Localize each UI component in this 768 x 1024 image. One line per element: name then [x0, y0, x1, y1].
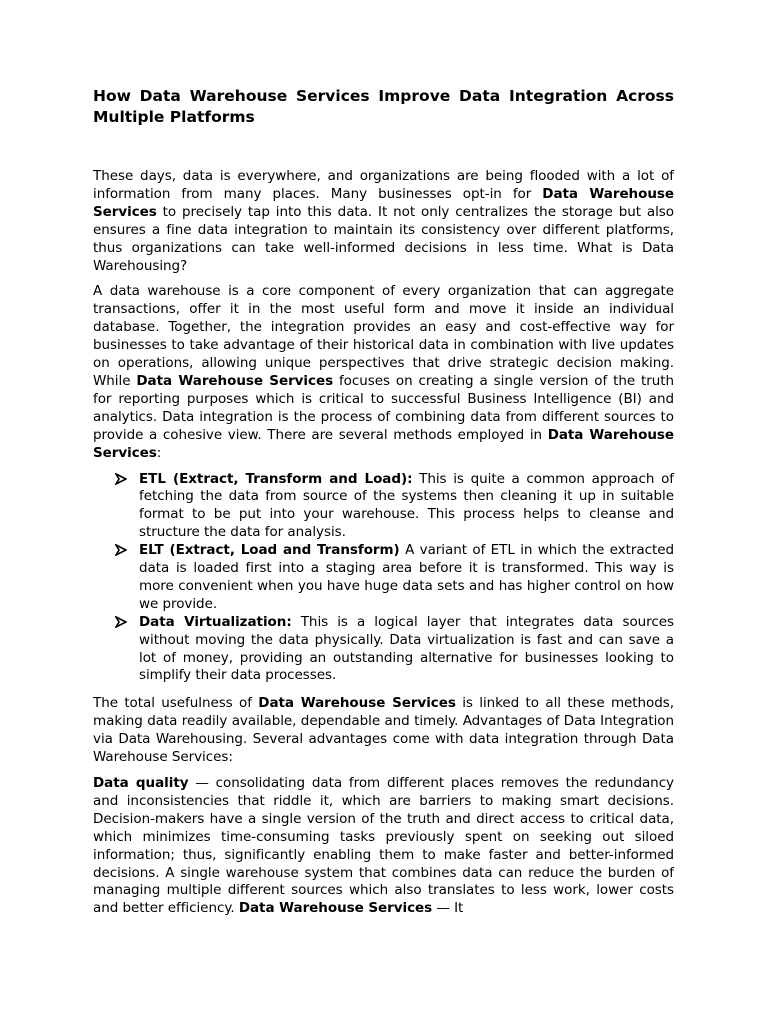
usefulness-paragraph	[93, 695, 674, 767]
paragraph-text: to precisely tap into this data. It not only centralizes the storage but also ensures a fine data integration to maintain its consistency over different platforms, thus organizations can take well-informed decisions in less time. What is Data Warehousing?	[93, 203, 674, 274]
paragraph-text: — It	[432, 900, 464, 917]
methods-list	[93, 471, 674, 686]
paragraph-text: is linked to all these methods, making data readily available, dependable and timely. Advantages of Data Integration via Data Warehousing. Several advantages come with data integration through Data Warehouse Services:	[93, 695, 675, 766]
data-quality-paragraph	[93, 775, 674, 918]
definition-paragraph	[93, 283, 674, 462]
arrowhead-bullet-icon	[115, 616, 127, 628]
bold-keyword: Data Warehouse Services	[93, 185, 674, 220]
paragraph-text: focuses on creating a single version of the truth for reporting purposes which is critical to successful Business Intelligence (BI) and analytics. Data integration is the process of combining data from different sources to provide a cohesive view. There are several methods employed in	[93, 372, 675, 443]
intro-paragraph	[93, 168, 674, 275]
arrowhead-bullet-icon	[115, 473, 127, 485]
bold-keyword: Data quality	[93, 775, 189, 791]
list-item-text: This is a logical layer that integrates data sources without moving the data physically. Data virtualization is fast and can save a lot of money, providing an outstanding alternative for businesses looking to simplify their data processes.	[139, 613, 674, 684]
list-item-text: This is quite a common approach of fetching the data from source of the systems then cleaning it up in suitable format to be put into your warehouse. This process helps to cleanse and structure the data for analysis.	[139, 470, 674, 541]
list-item	[139, 471, 674, 543]
bold-keyword: Data Warehouse Services	[258, 695, 456, 712]
list-item-term: ELT (Extract, Load and Transform)	[139, 542, 400, 559]
paragraph-text: :	[156, 444, 162, 461]
bold-keyword: Data Warehouse Services	[238, 900, 433, 917]
list-item-term: ETL (Extract, Transform and Load):	[139, 470, 413, 487]
bold-keyword: Data Warehouse Services	[136, 372, 334, 389]
paragraph-text: A data warehouse is a core component of every organization that can aggregate transactions, offer it in the most useful form and move it inside an individual database. Together, the integration provides an easy and cost-effective way for businesses to take advantage of their historical data in combination with live updates on operations, allowing unique perspectives that drive strategic decision making. While	[93, 283, 674, 389]
document-title: How Data Warehouse Services Improve Data Integration Across Multiple Platforms	[93, 87, 674, 126]
list-item-text: A variant of ETL in which the extracted data is loaded first into a staging area before it is transformed. This way is more convenient when you have huge data sets and has higher control on how we provide.	[139, 542, 674, 612]
arrowhead-bullet-icon	[115, 544, 127, 556]
bold-keyword: Data Warehouse Services	[93, 426, 674, 461]
paragraph-text: The total usefulness of	[93, 695, 259, 712]
document-page	[93, 86, 674, 926]
list-item	[139, 614, 674, 686]
paragraph-text: — consolidating data from different places removes the redundancy and inconsistencies that riddle it, which are barriers to making smart decisions. Decision-makers have a single version of the truth and direct access to critical data, which minimizes time-consuming tasks previously spent on seeking out siloed information; thus, significantly enabling them to make faster and better-informed decisions. A single warehouse system that combines data can reduce the burden of managing multiple different sources which also translates to less work, lower costs and better efficiency.	[93, 775, 675, 917]
list-item-term: Data Virtualization:	[139, 613, 292, 630]
list-item	[139, 542, 674, 614]
paragraph-text: These days, data is everywhere, and organizations are being flooded with a lot of information from many places. Many businesses opt-in for	[93, 168, 674, 202]
